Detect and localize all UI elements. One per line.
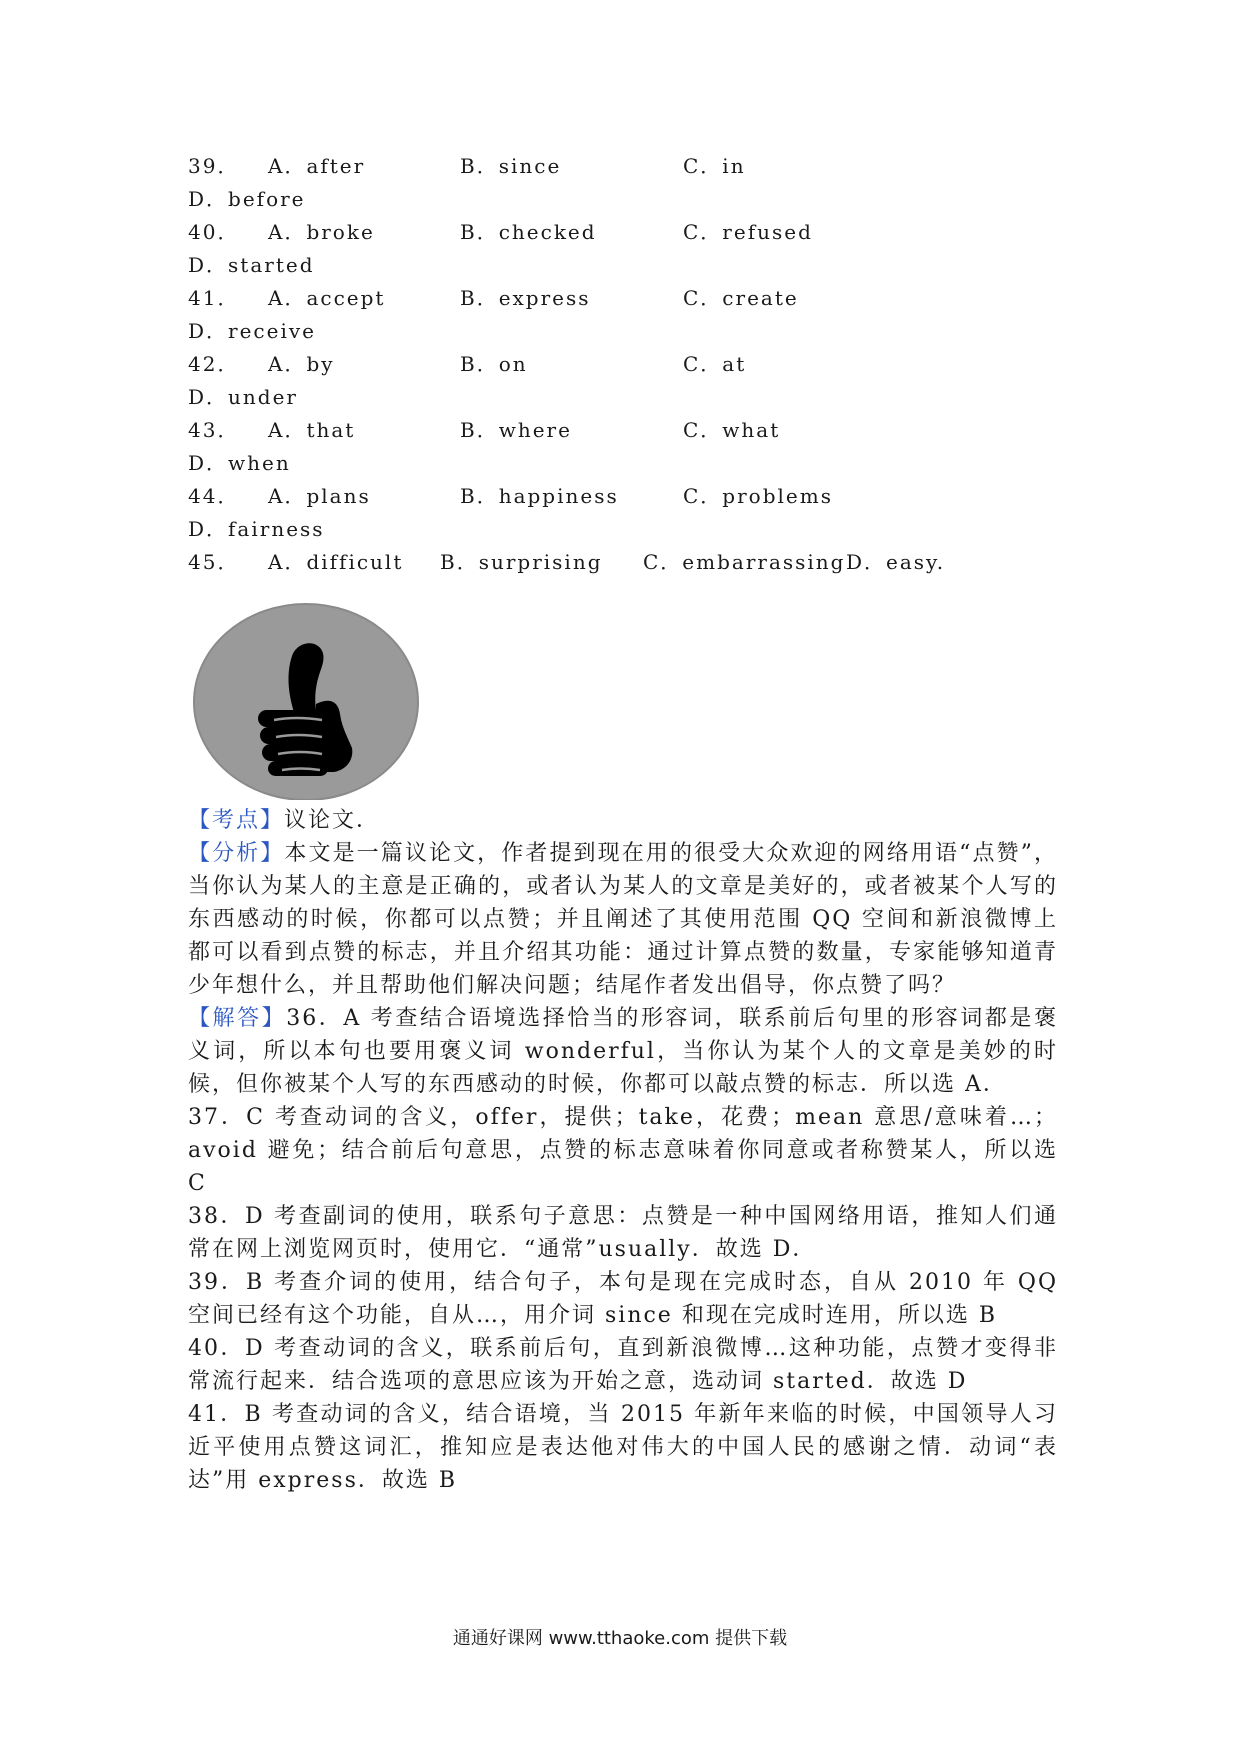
- option-d: D．fairness: [188, 517, 325, 541]
- option-a: A．accept: [268, 286, 386, 310]
- option-a: A．by: [268, 352, 335, 376]
- jieda-text: 36．A 考查结合语境选择恰当的形容词，联系前后句里的形容词都是褒义词，所以本句也要用褒义词 wonderful，当你认为某个人的文章是美妙的时候，但你被某个人写的东西感动的时候，你都可以敲点赞的标志．所以选 A．: [188, 1006, 1058, 1097]
- option-a: A．after: [268, 154, 366, 178]
- option-row-wrap: [188, 315, 1058, 348]
- option-a: A．broke: [268, 220, 375, 244]
- option-c: C．at: [683, 352, 747, 376]
- option-b: B．surprising: [440, 550, 603, 574]
- option-row: [188, 282, 1058, 315]
- question-number: 42．: [188, 352, 240, 376]
- option-b: B．checked: [460, 220, 597, 244]
- answer-options: [188, 150, 1058, 579]
- page-footer: 通通好课网 www.tthaoke.com 提供下载: [452, 1628, 788, 1649]
- kaodian-tag: 【考点】: [188, 808, 285, 833]
- option-row-wrap: [188, 381, 1058, 414]
- question-number: 44．: [188, 484, 240, 508]
- option-a: A．that: [268, 418, 356, 442]
- question-number: 45．: [188, 550, 240, 574]
- question-number: 43．: [188, 418, 240, 442]
- option-row-wrap: [188, 513, 1058, 546]
- option-row: [188, 216, 1058, 249]
- question-number: 41．: [188, 286, 240, 310]
- answer-item-40: 40．D 考查动词的含义，联系前后句，直到新浪微博…这种功能，点赞才变得非常流行起来．结合选项的意思应该为开始之意，选动词 started．故选 D: [188, 1336, 1058, 1394]
- option-row: [188, 414, 1058, 447]
- option-d: D．before: [188, 187, 306, 211]
- option-d: D．started: [188, 253, 315, 277]
- options-block: [188, 150, 1058, 579]
- option-d: D．receive: [188, 319, 316, 343]
- option-c: C．create: [683, 286, 799, 310]
- kaodian-text: 议论文．: [284, 808, 381, 833]
- answer-item-38: 38．D 考查副词的使用，联系句子意思：点赞是一种中国网络用语，推知人们通常在网上浏览网页时，使用它．“通常”usually．故选 D．: [188, 1204, 1058, 1262]
- thumbs-up-picture: [188, 600, 428, 800]
- option-c: C．embarrassing: [643, 550, 846, 574]
- option-row-wrap: [188, 183, 1058, 216]
- answer-item-37: 37．C 考查动词的含义，offer，提供；take，花费；mean 意思/意味着…；avoid 避免；结合前后句意思，点赞的标志意味着你同意或者称赞某人，所以选 C: [188, 1105, 1058, 1196]
- question-number: 39．: [188, 154, 240, 178]
- fenxi-text: 本文是一篇议论文，作者提到现在用的很受大众欢迎的网络用语“点赞”，当你认为某人的主意是正确的，或者认为某人的文章是美好的，或者被某个人写的东西感动的时候，你都可以点赞；并且阐述了其使用范围 QQ 空间和新浪微博上都可以看到点赞的标志，并且介绍其功能：通过计算点赞的数量，专家能够知道青少年想什么，并且帮助他们解决问题；结尾作者发出倡导，你点赞了吗？: [188, 841, 1058, 998]
- thumbs-up-icon: [188, 600, 428, 800]
- option-row-wrap: [188, 447, 1058, 480]
- option-b: B．on: [460, 352, 528, 376]
- answer-item-39: 39．B 考查介词的使用，结合句子，本句是现在完成时态，自从 2010 年 QQ 空间已经有这个功能，自从…，用介词 since 和现在完成时连用，所以选 B: [188, 1270, 1058, 1328]
- option-row: [188, 480, 1058, 513]
- option-c: C．refused: [683, 220, 813, 244]
- option-b: B．happiness: [460, 484, 619, 508]
- option-row: [188, 546, 1058, 579]
- jieda-paragraph: [188, 1002, 1058, 1101]
- kaodian-paragraph: [188, 804, 1058, 837]
- fenxi-tag: 【分析】: [188, 841, 285, 866]
- option-c: C．what: [683, 418, 781, 442]
- option-b: B．where: [460, 418, 572, 442]
- option-d: D．easy.: [846, 550, 946, 574]
- option-a: A．difficult: [268, 550, 404, 574]
- option-d: D．when: [188, 451, 291, 475]
- option-c: C．in: [683, 154, 746, 178]
- option-row: [188, 348, 1058, 381]
- jieda-tag: 【解答】: [188, 1006, 287, 1031]
- answer-item-41: 41．B 考查动词的含义，结合语境，当 2015 年新年来临的时候，中国领导人习近平使用点赞这词汇，推知应是表达他对伟大的中国人民的感谢之情．动词“表达”用 express．故选 B: [188, 1402, 1058, 1493]
- option-d: D．under: [188, 385, 298, 409]
- option-row-wrap: [188, 249, 1058, 282]
- fenxi-paragraph: [188, 837, 1058, 1002]
- option-c: C．problems: [683, 484, 833, 508]
- option-b: B．express: [460, 286, 591, 310]
- option-row: [188, 150, 1058, 183]
- analysis-section: [188, 804, 1058, 1497]
- question-number: 40．: [188, 220, 240, 244]
- option-a: A．plans: [268, 484, 371, 508]
- option-b: B．since: [460, 154, 562, 178]
